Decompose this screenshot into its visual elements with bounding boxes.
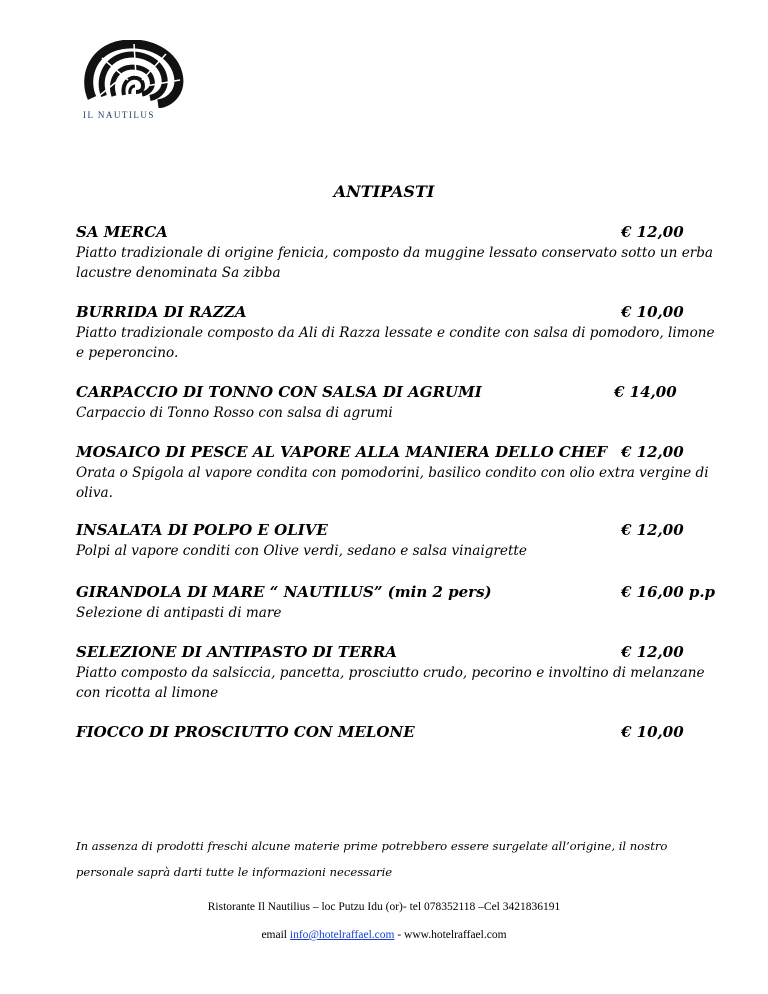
menu-item-name: SELEZIONE DI ANTIPASTO DI TERRA (76, 643, 397, 661)
menu-item-girandola (76, 582, 726, 623)
menu-item-sa-merca (76, 222, 726, 283)
nautilus-shell-icon (80, 40, 190, 108)
menu-item-price: € 12,00 (621, 443, 684, 461)
menu-item-description: Polpi al vapore conditi con Olive verdi, sedano e salsa vinaigrette (76, 543, 527, 559)
menu-item-name: FIOCCO DI PROSCIUTTO CON MELONE (76, 723, 415, 741)
menu-item-insalata-polpo (76, 520, 726, 561)
menu-item-name: MOSAICO DI PESCE AL VAPORE ALLA MANIERA DELLO CHEF (76, 443, 608, 461)
menu-item-description: Piatto tradizionale composto da Ali di Razza lessate e condite con salsa di pomodoro, limone e peperoncino. (76, 325, 715, 361)
email-link[interactable]: info@hotelraffael.com (289, 929, 395, 941)
menu-item-description: Piatto composto da salsiccia, pancetta, prosciutto crudo, pecorino e involtino di melanzane con ricotta al limone (76, 665, 705, 701)
menu-item-name: GIRANDOLA DI MARE “ NAUTILUS” (min 2 pers) (76, 583, 492, 601)
menu-item-description: Carpaccio di Tonno Rosso con salsa di agrumi (76, 405, 393, 421)
menu-item-description: Orata o Spigola al vapore condita con pomodorini, basilico condito con olio extra vergine di oliva. (76, 465, 709, 501)
menu-item-burrida (76, 302, 726, 363)
restaurant-logo (80, 40, 190, 126)
footer-address: Ristorante Il Nautilius – loc Putzu Idu (or)- tel 078352118 –Cel 3421836191 (207, 901, 561, 913)
menu-item-selezione-terra (76, 642, 726, 703)
footer-email-prefix: email (261, 929, 290, 941)
menu-item-price: € 12,00 (621, 521, 684, 539)
menu-item-description: Selezione di antipasti di mare (76, 605, 282, 621)
footer-contact (0, 929, 768, 941)
menu-item-price: € 10,00 (621, 723, 684, 741)
menu-item-price: € 10,00 (621, 303, 684, 321)
menu-item-price: € 12,00 (621, 223, 684, 241)
menu-item-name: INSALATA DI POLPO E OLIVE (76, 521, 328, 539)
menu-item-carpaccio (76, 382, 726, 423)
menu-item-name: SA MERCA (76, 223, 168, 241)
section-title: ANTIPASTI (333, 182, 435, 201)
menu-item-price: € 12,00 (621, 643, 684, 661)
menu-item-mosaico (76, 442, 726, 503)
footer-website: - www.hotelraffael.com (394, 929, 507, 941)
menu-item-price: € 14,00 (614, 383, 677, 401)
menu-item-fiocco-prosciutto (76, 722, 726, 742)
menu-item-name: BURRIDA DI RAZZA (76, 303, 247, 321)
menu-item-price: € 16,00 p.p (621, 583, 716, 601)
frozen-products-note: In assenza di prodotti freschi alcune materie prime potrebbero essere surgelate all’origine, il nostro personale saprà darti tutte le informazioni necessarie (76, 839, 668, 879)
menu-item-name: CARPACCIO DI TONNO CON SALSA DI AGRUMI (76, 383, 482, 401)
logo-text: IL NAUTILUS (83, 110, 155, 120)
menu-item-description: Piatto tradizionale di origine fenicia, composto da muggine lessato conservato sotto un erba lacustre denominata Sa zibba (76, 245, 714, 281)
